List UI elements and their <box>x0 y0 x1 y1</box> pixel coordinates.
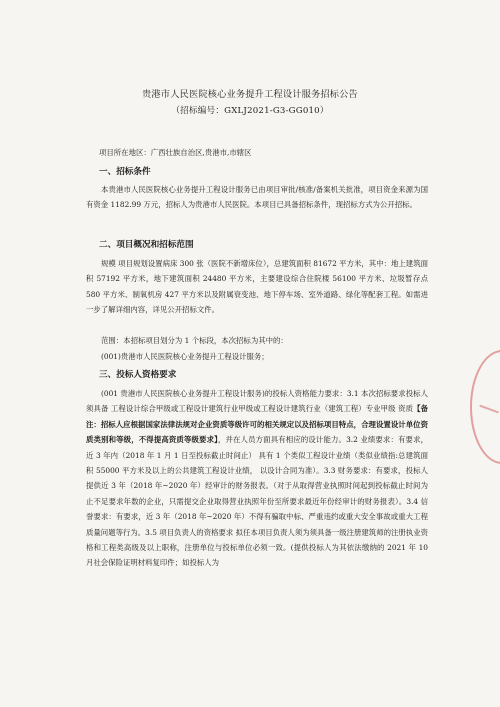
project-location: 项目所在地区：广西壮族自治区,贵港市,市辖区 <box>99 148 252 157</box>
section-3-heading: 三、投标人资格要求 <box>99 370 177 380</box>
section-2-heading: 二、项目概况和招标范围 <box>99 240 194 250</box>
section-3-note: 【备注：招标人应根据国家法律法规对企业资质等级许可的相关规定以及招标项目特点，合理设置设计单位资质类别和等级，不得提高资质等级要求】 <box>86 404 428 445</box>
section-2-range: 范围：本招标项目划分为 1 个标段，本次招标为其中的： <box>101 336 288 345</box>
section-1-text: 本贵港市人民医院核心业务提升工程设计服务已由项目审批/核准/备案机关批准，项目资金来源为国有资金 1182.99 万元，招标人为贵港市人民医院。本项目已具备招标条件，现招标方式为公开招标。 <box>86 185 428 210</box>
section-3-text <box>86 386 428 571</box>
tender-number: （招标编号：GXLJ2021-G3-GG010） <box>171 106 329 116</box>
section-2-lot: (001)贵港市人民医院核心业务提升工程设计服务； <box>101 352 269 361</box>
section-2-text: 规模 项目规划设置病床 300 张（医院不新增床位），总建筑面积 81672 平方米，其中：地上建筑面积 57192 平方米，地下建筑面积 24480 平方米，主要建设综合住院楼 56100 平方米、垃圾暂存点 580 平方米、制氧机房 427 平方米以及附属衰变池、地下停车场、室外道路、绿化等配套工程。如需进一步了解详细内容，详见公开招标文件。 <box>86 259 428 315</box>
document-title: 贵港市人民医院核心业务提升工程设计服务招标公告 <box>142 89 358 100</box>
section-3-part-2: ，并在人员方面具有相应的设计能力。3.2 业绩要求：有要求，近 3 年内（2018 年 1 月 1 日至投标截止时间止） 具有 1 个类似工程设计业绩（类似业绩指:总建筑面积 55000 平方米及以上的公共建筑工程设计业绩， 以设计合同为准）。3.3 财务要求：有要求，投标人提供近 3 年（2018 年~2020 年）经审计的财务报表。（对于从取得营业执照时间起到投标截止时间为止不足要求年数的企业，只需提交企业取得营业执照年份至所要求最近年份经审计的财务报表）。3.4 信誉要求：有要求，近 3 年（2018 年~2020 年）不得有骗取中标、严重违约或重大安全事故或重大工程质量问题等行为。3.5 项目负责人的资格要求 拟任本项目负责人须为须具备一级注册建筑师的注册执业资格和工程类高级及以上职称，注册单位与投标单位必须一致。(提供投标人为其依法缴纳的 2021 年 10 月社会保险证明材料复印件；如投标人为 <box>86 435 428 568</box>
section-3-part-1: (001 贵港市人民医院核心业务提升工程设计服务)的投标人资格能力要求：3.1 本次招标要求投标人须具备 工程设计综合甲级或工程设计建筑行业甲级或工程设计建筑行业（建筑工程）专业甲级 资质 <box>86 389 428 414</box>
section-1-heading: 一、招标条件 <box>99 167 151 177</box>
